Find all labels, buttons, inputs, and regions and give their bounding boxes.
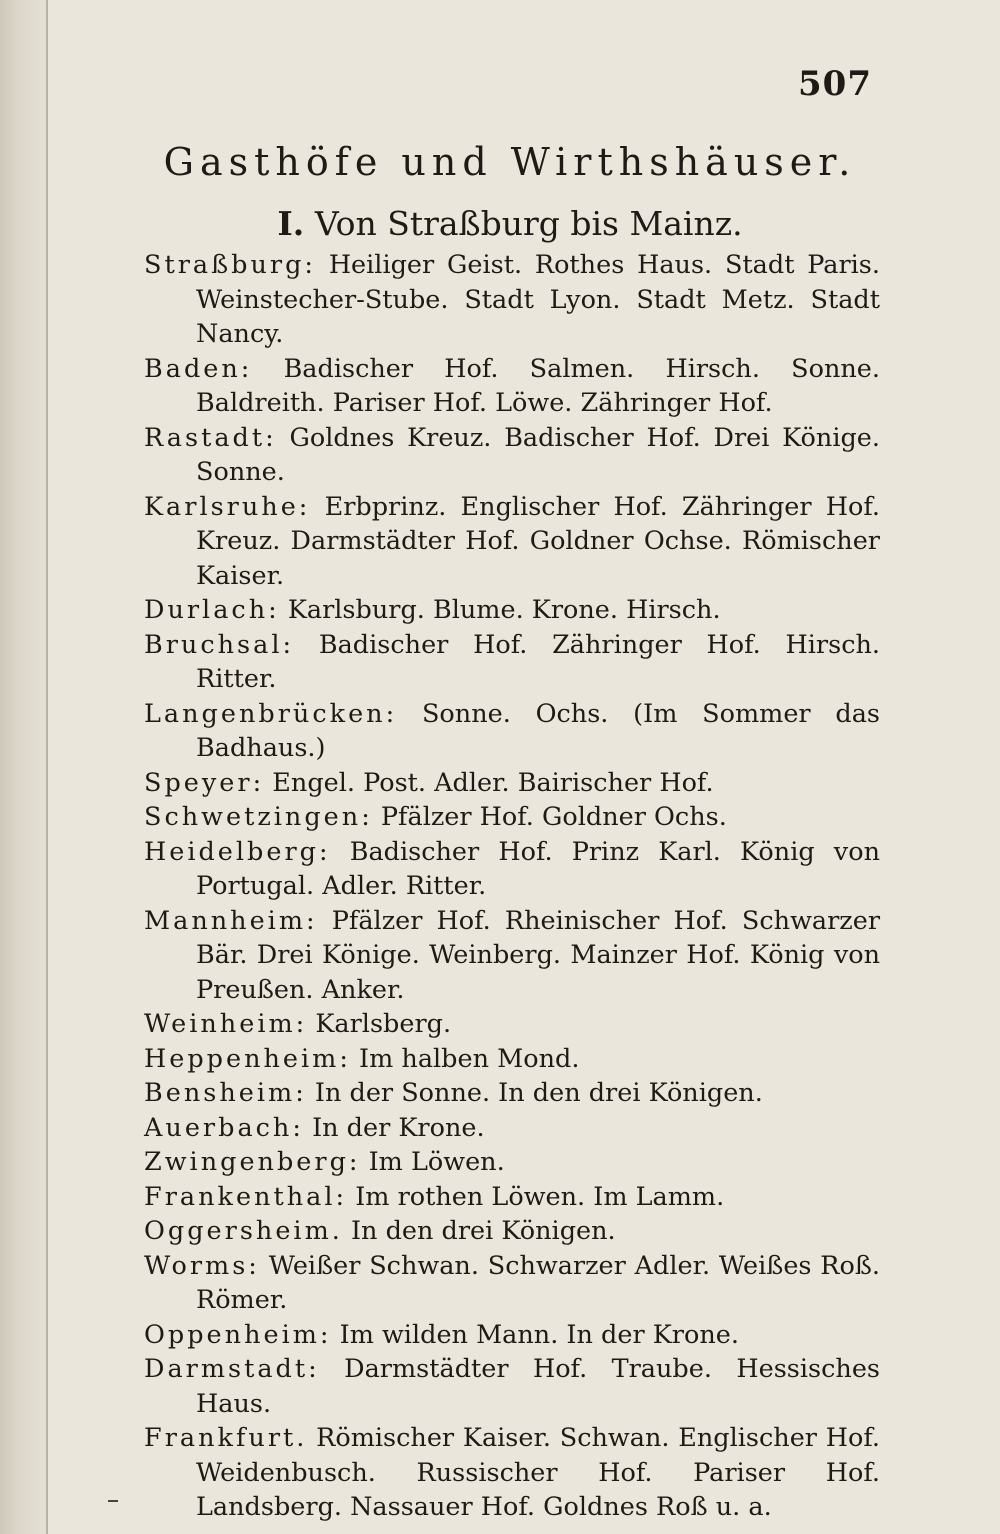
inn-entry	[144, 1214, 880, 1249]
inn-entry	[144, 490, 880, 594]
inn-names: In den drei Königen.	[350, 1216, 616, 1246]
inn-entry	[144, 697, 880, 766]
place-name: Rastadt:	[144, 422, 277, 453]
place-name: Worms:	[144, 1250, 260, 1281]
inn-names: Weißer Schwan. Schwarzer Adler. Weißes Roß. Römer.	[196, 1250, 880, 1315]
place-name: Heidelberg:	[144, 836, 331, 867]
inn-entry	[144, 1318, 880, 1353]
place-name: Oggersheim.	[144, 1216, 343, 1246]
inn-names: Erbprinz. Englischer Hof. Zähringer Hof. Kreuz. Darmstädter Hof. Goldner Ochse. Römischer Kaiser.	[196, 491, 880, 591]
inn-names: Heiliger Geist. Rothes Haus. Stadt Paris. Weinstecher-Stube. Stadt Lyon. Stadt Metz. Stadt Nancy.	[196, 250, 880, 349]
inn-names: Darmstädter Hof. Traube. Hessisches Haus.	[196, 1354, 880, 1419]
inn-entry	[144, 1421, 880, 1525]
place-name: Karlsruhe:	[144, 491, 311, 522]
place-name: Darmstadt:	[144, 1354, 320, 1384]
inn-names: Badischer Hof. Prinz Karl. König von Portugal. Adler. Ritter.	[196, 836, 880, 901]
place-name: Oppenheim:	[144, 1319, 332, 1350]
place-name: Durlach:	[144, 595, 280, 625]
inn-entry	[144, 835, 880, 904]
inn-names: Badischer Hof. Salmen. Hirsch. Sonne. Baldreith. Pariser Hof. Löwe. Zähringer Hof.	[196, 353, 880, 418]
inn-entry	[144, 1076, 880, 1111]
inn-names: Im halben Mond.	[359, 1043, 580, 1074]
inn-names: Karlsberg.	[315, 1009, 452, 1039]
place-name: Heppenheim:	[144, 1043, 351, 1074]
inn-entry	[144, 1007, 880, 1042]
inn-entry	[144, 628, 880, 697]
place-name: Bruchsal:	[144, 629, 295, 660]
place-name: Auerbach:	[144, 1112, 304, 1143]
inn-entry	[144, 904, 880, 1008]
inn-entry	[144, 1145, 880, 1180]
inn-names: Goldnes Kreuz. Badischer Hof. Drei Könige. Sonne.	[196, 422, 881, 487]
inn-names: Pfälzer Hof. Rheinischer Hof. Schwarzer Bär. Drei Könige. Weinberg. Mainzer Hof. König von Preußen. Anker.	[196, 905, 881, 1005]
place-name: Schwetzingen:	[144, 802, 373, 832]
inn-names: Im rothen Löwen. Im Lamm.	[355, 1181, 725, 1212]
inn-entry	[144, 766, 880, 801]
section-number: I.	[277, 204, 305, 243]
page-number: 507	[798, 64, 872, 104]
inn-names: In der Sonne. In den drei Königen.	[314, 1078, 763, 1108]
inn-entry	[144, 1111, 880, 1146]
place-name: Straßburg:	[144, 250, 316, 280]
place-name: Mannheim:	[144, 905, 318, 936]
place-name: Zwingenberg:	[144, 1147, 361, 1177]
place-name: Langenbrücken:	[144, 698, 398, 729]
bottom-margin-mark	[108, 1500, 118, 1502]
inn-names: Im wilden Mann. In der Krone.	[339, 1319, 739, 1350]
inn-entry	[144, 1249, 880, 1318]
inn-names: Sonne. Ochs. (Im Sommer das Badhaus.)	[196, 698, 880, 763]
inn-entry	[144, 352, 880, 421]
inn-names: In der Krone.	[312, 1112, 485, 1143]
inn-names: Karlsburg. Blume. Krone. Hirsch.	[287, 595, 721, 625]
inn-entry	[144, 1042, 880, 1077]
place-name: Frankenthal:	[144, 1181, 348, 1212]
inn-entry	[144, 1180, 880, 1215]
inn-entry	[144, 800, 880, 835]
inn-names: Engel. Post. Adler. Bairischer Hof.	[272, 767, 714, 798]
inn-names: Pfälzer Hof. Goldner Ochs.	[380, 802, 727, 832]
inn-entry	[144, 593, 880, 628]
place-name: Baden:	[144, 353, 253, 384]
place-name: Bensheim:	[144, 1078, 307, 1108]
place-name: Weinheim:	[144, 1009, 308, 1039]
inn-entry	[144, 421, 880, 490]
page-heading: Gasthöfe und Wirthshäuser.	[163, 140, 857, 184]
place-name: Frankfurt.	[144, 1423, 308, 1453]
inn-names: Römischer Kaiser. Schwan. Englischer Hof. Weidenbusch. Russischer Hof. Pariser Hof. Landsberg. Nassauer Hof. Goldnes Roß u. a.	[196, 1423, 880, 1522]
inn-entry	[144, 248, 880, 352]
place-name: Speyer:	[144, 767, 265, 798]
inn-list	[144, 248, 880, 1525]
inn-entry	[144, 1352, 880, 1421]
section-title: Von Straßburg bis Mainz.	[314, 204, 743, 243]
inn-names: Badischer Hof. Zähringer Hof. Hirsch. Ritter.	[196, 629, 881, 694]
inn-names: Im Löwen.	[368, 1147, 505, 1177]
section-heading	[140, 204, 880, 243]
